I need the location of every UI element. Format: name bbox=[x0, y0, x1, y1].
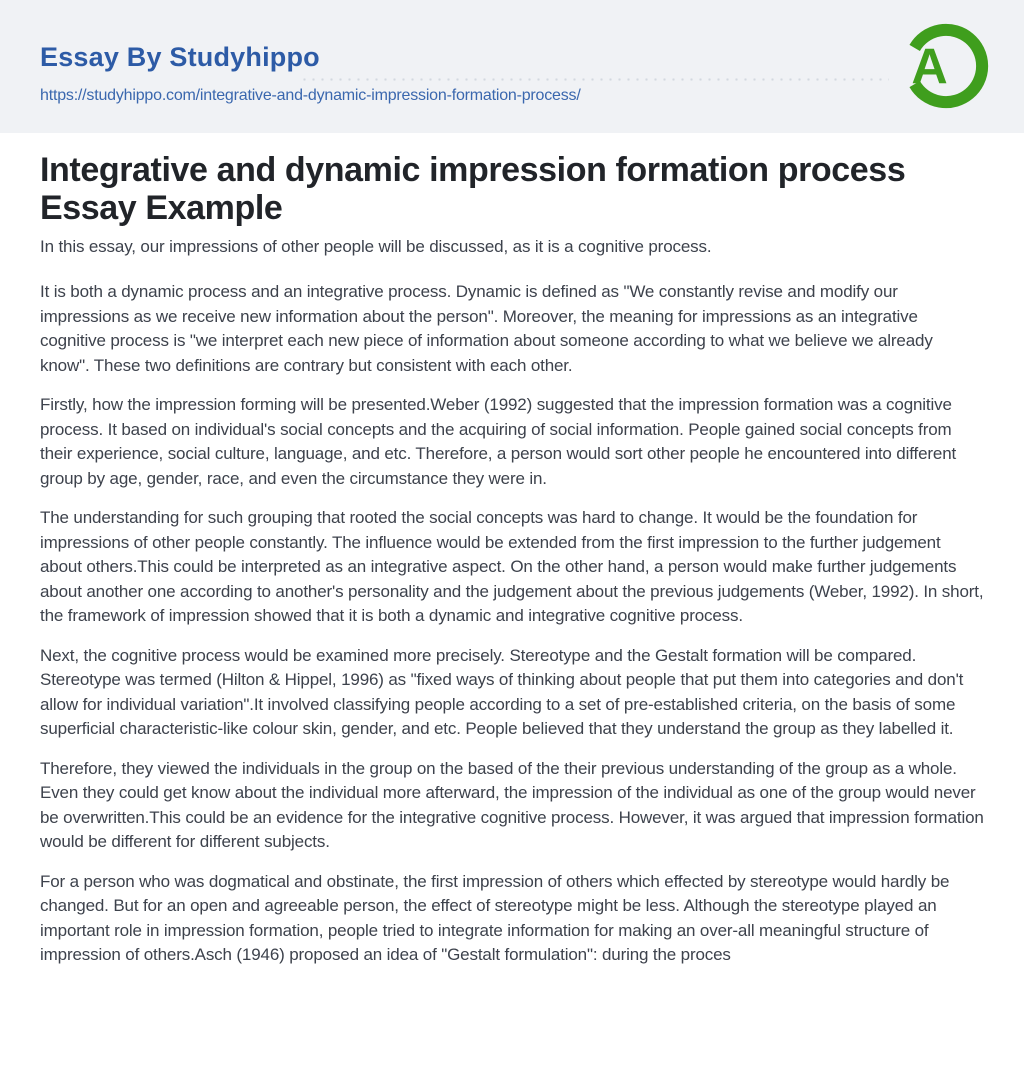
essay-paragraph: The understanding for such grouping that rooted the social concepts was hard to change. It would be the foundation for impressions of other people constantly. The influence would be extended from the first impression to the further judgement about others.This could be interpreted as an integrative aspect. On the other hand, a person would make further judgements about another one according to another's personality and the judgement about the previous judgements (Weber, 1992). In short, the framework of impression showed that it is both a dynamic and integrative cognitive process. bbox=[40, 508, 984, 626]
essay-paragraph: It is both a dynamic process and an integrative process. Dynamic is defined as "We constantly revise and modify our impressions as we receive new information about the person". Moreover, the meaning for impressions as an integrative cognitive process is "we interpret each new piece of information about someone according to what we believe we already know". These two definitions are contrary but consistent with each other. bbox=[40, 282, 933, 375]
page-header bbox=[0, 0, 1024, 133]
essay-title: Integrative and dynamic impression formation process Essay Example bbox=[40, 151, 906, 228]
logo-letter: A bbox=[911, 37, 948, 95]
studyhippo-logo bbox=[900, 20, 992, 112]
dotted-separator bbox=[300, 78, 889, 81]
essay-paragraph: Therefore, they viewed the individuals in the group on the based of the their previous understanding of the group as a whole. Even they could get know about the individual more afterward, the impression of the individual as one of the group would never be overwritten.This could be an evidence for the integrative cognitive process. However, it was argued that impression formation would be different for different subjects. bbox=[40, 758, 984, 852]
logo-arc-icon bbox=[900, 20, 992, 112]
essay-paragraph: For a person who was dogmatical and obstinate, the first impression of others which effected by stereotype would hardly be changed. But for an open and agreeable person, the effect of stereotype might be less. Although the stereotype played an important role in impression formation, people tried to integrate information for making an over-all meaningful structure of impression of others.Asch (1946) proposed an idea of "Gestalt formulation": during the proces bbox=[40, 871, 950, 965]
site-title: Essay By Studyhippo bbox=[40, 42, 320, 72]
essay-paragraph: Firstly, how the impression forming will be presented.Weber (1992) suggested that the impression formation was a cognitive process. It based on individual's social concepts and the acquiring of social information. People gained social concepts from their experience, social culture, language, and etc. Therefore, a person would sort other people he encountered into different group by age, gender, race, and even the circumstance they were in. bbox=[40, 395, 957, 488]
page-url-link[interactable]: https://studyhippo.com/integrative-and-dynamic-impression-formation-process/ bbox=[40, 87, 581, 104]
essay-paragraphs bbox=[40, 280, 984, 968]
essay-content bbox=[0, 133, 1024, 968]
essay-intro-paragraph: In this essay, our impressions of other people will be discussed, as it is a cognitive process. bbox=[40, 236, 712, 256]
essay-paragraph: Next, the cognitive process would be examined more precisely. Stereotype and the Gestalt formation will be compared. Stereotype was termed (Hilton & Hippel, 1996) as "fixed ways of thinking about people that put them into categories and don't allow for individual variation".It involved classifying people according to a set of pre-established criteria, on the basis of some superficial characteristic-like colour skin, gender, and etc. People believed that they understand the group as they labelled it. bbox=[40, 645, 964, 739]
